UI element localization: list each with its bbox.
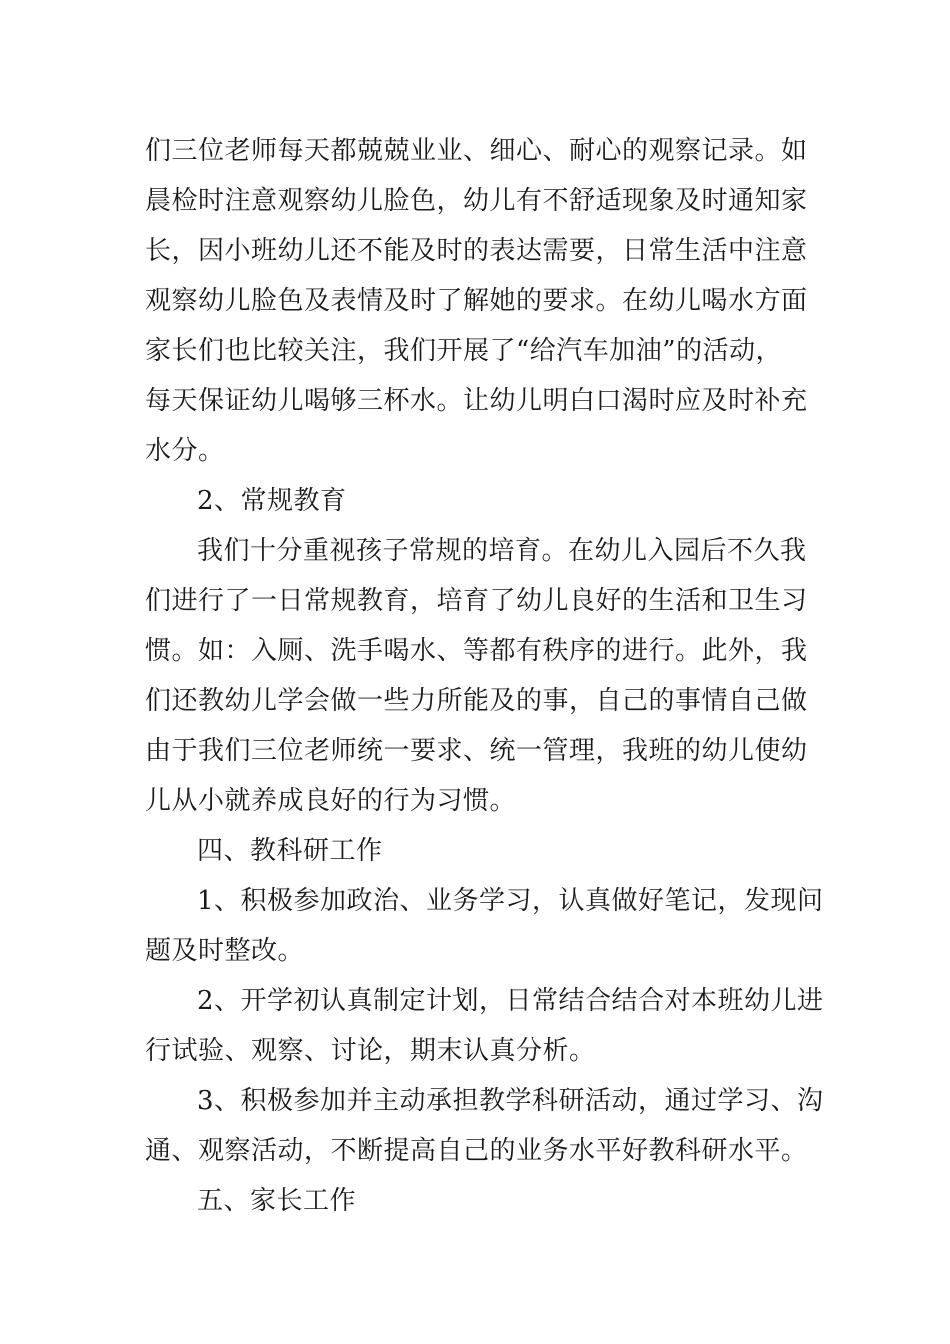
text-line: 观察幼儿脸色及表情及时了解她的要求。在幼儿喝水方面	[145, 286, 808, 316]
text-line: 由于我们三位老师统一要求、统一管理，我班的幼儿使幼	[145, 736, 808, 766]
text-line: 四、教科研工作	[197, 836, 383, 866]
text-line: 通、观察活动，不断提高自己的业务水平好教科研水平。	[145, 1136, 808, 1166]
paragraph	[145, 126, 808, 476]
paragraph	[145, 1176, 805, 1226]
text-line: 每天保证幼儿喝够三杯水。让幼儿明白口渴时应及时补充	[145, 386, 808, 416]
paragraph	[145, 1076, 824, 1176]
paragraph	[145, 976, 824, 1076]
paragraph	[145, 476, 805, 526]
paragraph	[145, 526, 808, 826]
text-line: 长，因小班幼儿还不能及时的表达需要，日常生活中注意	[145, 236, 808, 266]
text-line: 们还教幼儿学会做一些力所能及的事，自己的事情自己做	[145, 686, 808, 716]
text-line: 行试验、观察、讨论，期末认真分析。	[145, 1036, 596, 1066]
text-line: 我们十分重视孩子常规的培育。在幼儿入园后不久我	[197, 536, 807, 566]
text-line: 们三位老师每天都兢兢业业、细心、耐心的观察记录。如	[145, 136, 808, 166]
text-line: 题及时整改。	[145, 936, 305, 966]
text-line: 惯。如：入厕、洗手喝水、等都有秩序的进行。此外，我	[145, 636, 808, 666]
text-line: 2、开学初认真制定计划，日常结合结合对本班幼儿进	[197, 986, 824, 1016]
paragraph	[145, 826, 805, 876]
text-line: 2、常规教育	[197, 486, 347, 516]
paragraph	[145, 876, 824, 976]
text-line: 家长们也比较关注，我们开展了“给汽车加油”的活动，	[145, 336, 783, 366]
text-line: 儿从小就养成良好的行为习惯。	[145, 786, 517, 816]
text-line: 水分。	[145, 436, 225, 466]
text-line: 五、家长工作	[197, 1186, 357, 1216]
text-line: 晨检时注意观察幼儿脸色，幼儿有不舒适现象及时通知家	[145, 186, 808, 216]
document-body	[145, 126, 824, 1226]
text-line: 3、积极参加并主动承担教学科研活动，通过学习、沟	[197, 1086, 824, 1116]
text-line: 1、积极参加政治、业务学习，认真做好笔记，发现问	[197, 886, 824, 916]
text-line: 们进行了一日常规教育，培育了幼儿良好的生活和卫生习	[145, 586, 808, 616]
